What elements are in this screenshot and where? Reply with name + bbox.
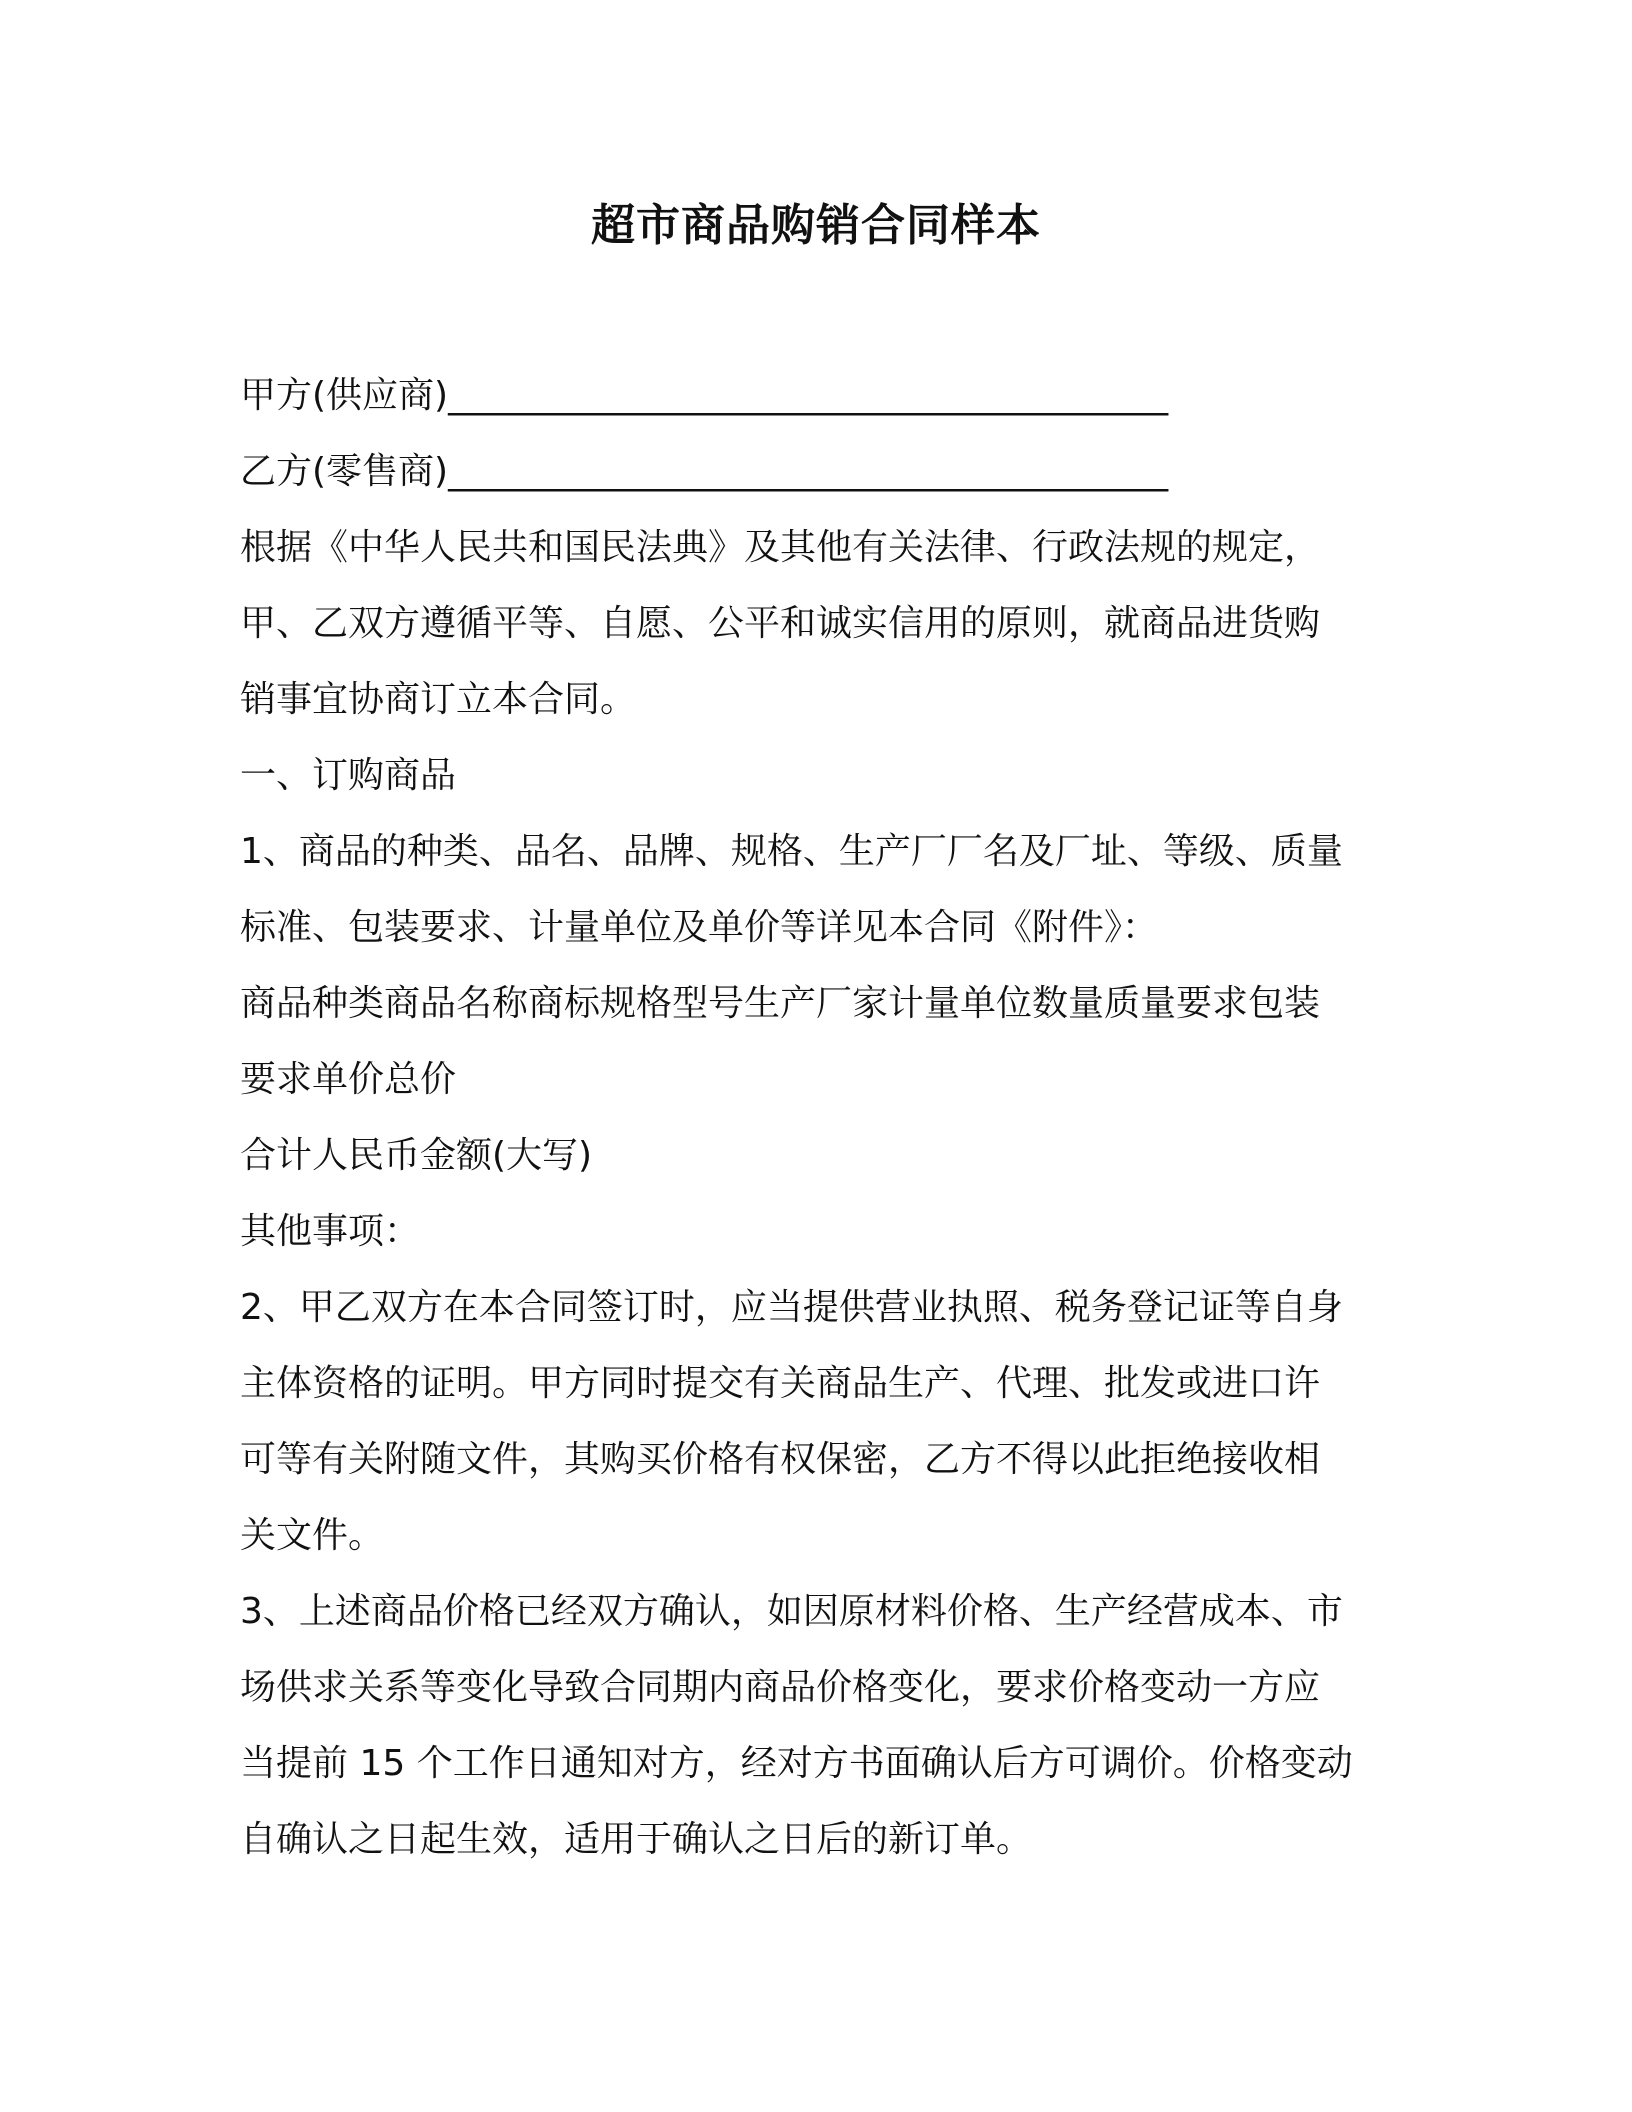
goods-columns-line-1: 商品种类商品名称商标规格型号生产厂家计量单位数量质量要求包装 — [240, 983, 1321, 1024]
clause-3-line-1: 3、上述商品价格已经双方确认，如因原材料价格、生产经营成本、市 — [240, 1591, 1343, 1632]
party-a-line: 甲方(供应商)________________________________________ — [240, 375, 1169, 416]
party-b-line: 乙方(零售商)________________________________________ — [240, 451, 1169, 492]
clause-2-line-4: 关文件。 — [240, 1515, 385, 1556]
preamble-line-1: 根据《中华人民共和国民法典》及其他有关法律、行政法规的规定， — [240, 527, 1321, 568]
total-amount-line: 合计人民币金额(大写) — [240, 1135, 593, 1176]
document-title: 超市商品购销合同样本 — [591, 200, 1041, 251]
clause-3-line-2: 场供求关系等变化导致合同期内商品价格变化，要求价格变动一方应 — [240, 1667, 1321, 1708]
clause-3-line-4: 自确认之日起生效，适用于确认之日后的新订单。 — [240, 1819, 1033, 1860]
preamble-line-2: 甲、乙双方遵循平等、自愿、公平和诚实信用的原则，就商品进货购 — [240, 603, 1321, 644]
clause-2-line-3: 可等有关附随文件，其购买价格有权保密，乙方不得以此拒绝接收相 — [240, 1439, 1321, 1480]
clause-1-line-1: 1、商品的种类、品名、品牌、规格、生产厂厂名及厂址、等级、质量 — [240, 831, 1343, 872]
clause-3-line-3: 当提前 15 个工作日通知对方，经对方书面确认后方可调价。价格变动 — [240, 1743, 1353, 1784]
clause-2-line-1: 2、甲乙双方在本合同签订时，应当提供营业执照、税务登记证等自身 — [240, 1287, 1343, 1328]
clause-2-line-2: 主体资格的证明。甲方同时提交有关商品生产、代理、批发或进口许 — [240, 1363, 1321, 1404]
section-heading-1: 一、订购商品 — [240, 755, 457, 796]
clause-1-line-2: 标准、包装要求、计量单位及单价等详见本合同《附件》： — [240, 907, 1159, 948]
other-matters-line: 其他事项： — [240, 1211, 421, 1252]
goods-columns-line-2: 要求单价总价 — [240, 1059, 457, 1100]
preamble-line-3: 销事宜协商订立本合同。 — [240, 679, 637, 720]
